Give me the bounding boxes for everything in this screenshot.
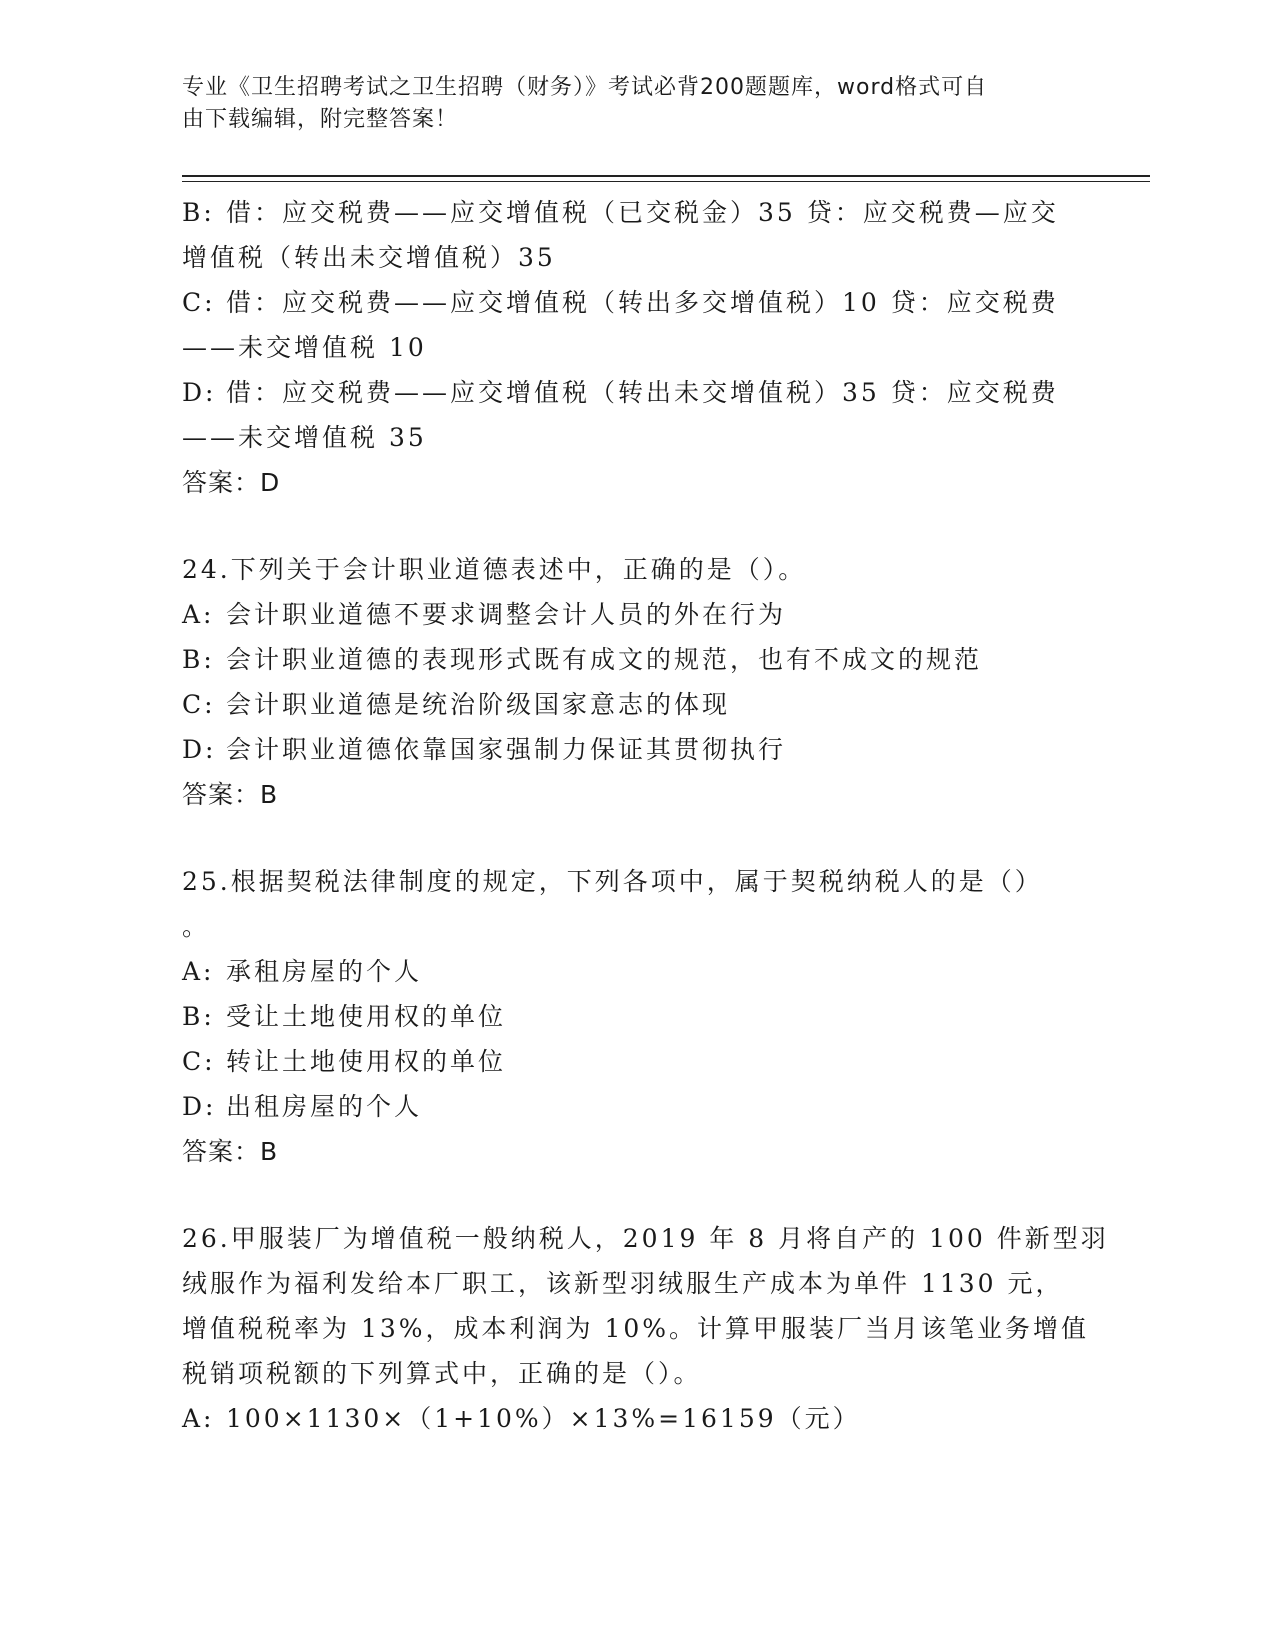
- option-d: [182, 1084, 1082, 1129]
- header-line-1: 专业《卫生招聘考试之卫生招聘（财务）》考试必背200题题库，word格式可自: [182, 75, 988, 100]
- option-label: C:: [182, 1047, 216, 1076]
- option-d: [182, 727, 1082, 772]
- option-label: A:: [182, 600, 215, 629]
- option-text: 受让土地使用权的单位: [226, 1002, 507, 1031]
- question-25: [182, 859, 1082, 1174]
- option-c-continued: ——未交增值税 10: [182, 333, 427, 362]
- option-b: [182, 637, 1082, 682]
- option-label: B:: [182, 198, 215, 227]
- option-label: B:: [182, 1002, 215, 1031]
- option-label: C:: [182, 288, 216, 317]
- answer: 答案：B: [182, 1137, 279, 1166]
- question-text: 24.下列关于会计职业道德表述中，正确的是（）。: [182, 555, 807, 584]
- document-header: [182, 72, 1082, 136]
- question-text: 26.甲服装厂为增值税一般纳税人，2019 年 8 月将自产的 100 件新型羽: [182, 1224, 1109, 1253]
- option-d: [182, 370, 1082, 415]
- option-label: D:: [182, 378, 217, 407]
- option-c: [182, 280, 1082, 325]
- option-c: [182, 682, 1082, 727]
- option-text: 会计职业道德依靠国家强制力保证其贯彻执行: [226, 735, 787, 764]
- option-text: 会计职业道德的表现形式既有成文的规范，也有不成文的规范: [226, 645, 983, 674]
- option-text: 会计职业道德是统治阶级国家意志的体现: [226, 690, 731, 719]
- question-23: [182, 190, 1082, 505]
- question-content: [182, 190, 1109, 1441]
- option-b: [182, 994, 1082, 1039]
- option-a: [182, 949, 1082, 994]
- answer: 答案：D: [182, 468, 281, 497]
- option-b: [182, 190, 1082, 235]
- option-a: [182, 592, 1082, 637]
- option-label: B:: [182, 645, 215, 674]
- option-b-continued: 增值税（转出未交增值税）35: [182, 243, 556, 272]
- option-text: 借：应交税费——应交增值税（转出多交增值税）10 贷：应交税费: [226, 288, 1059, 317]
- option-text: 转让土地使用权的单位: [226, 1047, 507, 1076]
- option-text: 借：应交税费——应交增值税（已交税金）35 贷：应交税费—应交: [226, 198, 1059, 227]
- option-c: [182, 1039, 1082, 1084]
- question-24: [182, 547, 1082, 817]
- option-text: 会计职业道德不要求调整会计人员的外在行为: [226, 600, 787, 629]
- option-text: 100×1130×（1+10%）×13%=16159（元）: [226, 1404, 861, 1433]
- question-text-continued: 增值税税率为 13%，成本利润为 10%。计算甲服装厂当月该笔业务增值: [182, 1314, 1090, 1343]
- question-text-continued: 税销项税额的下列算式中，正确的是（）。: [182, 1359, 702, 1388]
- option-a: [182, 1396, 1082, 1441]
- question-text-continued: 绒服作为福利发给本厂职工，该新型羽绒服生产成本为单件 1130 元，: [182, 1269, 1064, 1298]
- option-d-continued: ——未交增值税 35: [182, 423, 427, 452]
- option-text: 借：应交税费——应交增值税（转出未交增值税）35 贷：应交税费: [226, 378, 1059, 407]
- header-line-2: 由下载编辑，附完整答案！: [182, 107, 459, 132]
- option-label: D:: [182, 1092, 217, 1121]
- option-label: C:: [182, 690, 216, 719]
- option-label: A:: [182, 957, 215, 986]
- option-label: A:: [182, 1404, 215, 1433]
- option-text: 承租房屋的个人: [226, 957, 423, 986]
- question-26: [182, 1216, 1109, 1441]
- header-divider-thin: [182, 181, 1150, 182]
- header-divider-thick: [182, 175, 1150, 177]
- question-text-continued: 。: [182, 912, 211, 941]
- question-text: 25.根据契税法律制度的规定，下列各项中，属于契税纳税人的是（）: [182, 867, 1043, 896]
- answer: 答案：B: [182, 780, 279, 809]
- option-text: 出租房屋的个人: [226, 1092, 423, 1121]
- option-label: D:: [182, 735, 217, 764]
